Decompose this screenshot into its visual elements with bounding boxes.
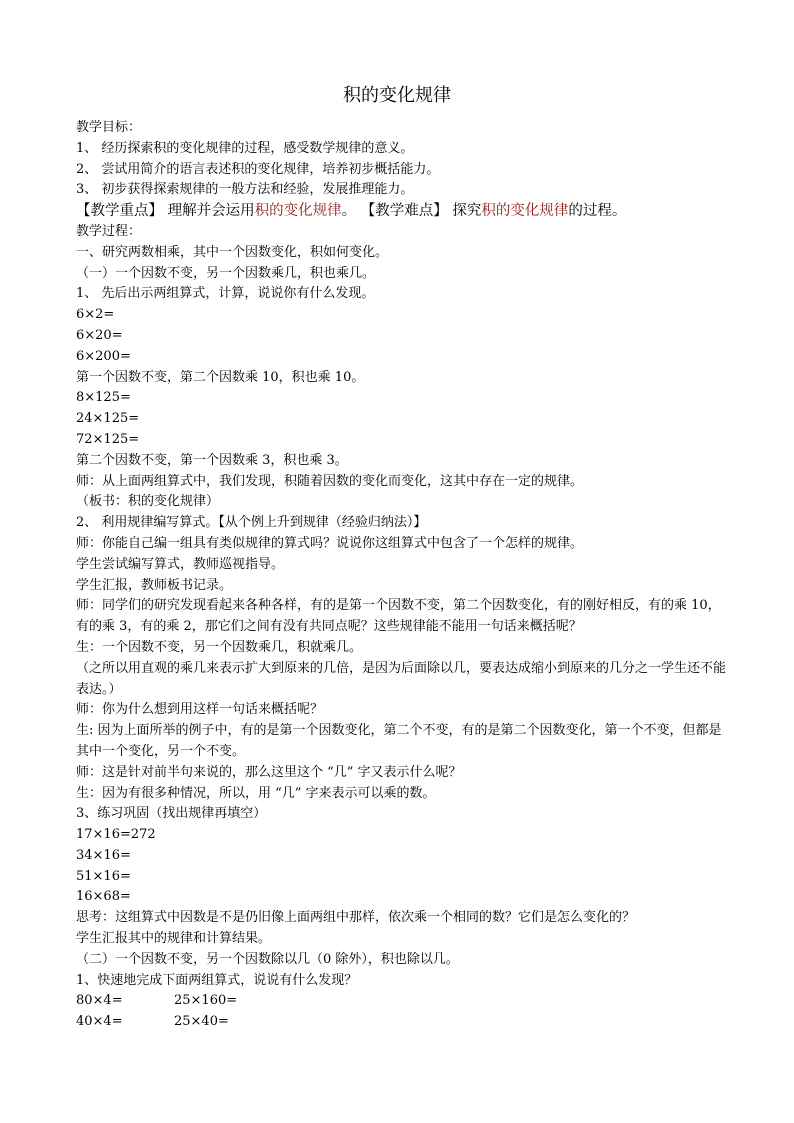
page-title: 积的变化规律 — [343, 85, 451, 106]
text-line: 1、快速地完成下面两组算式，说说有什么发现？ — [76, 972, 358, 988]
goals-heading: 教学目标： — [76, 120, 142, 135]
goal-line: 2、 尝试用简介的语言表述积的变化规律，培养初步概括能力。 — [76, 161, 440, 177]
paragraph: 生: 因为上面所举的例子中，有的是第一个因数变化，第二个不变，有的是第二个因数变化，第一个不变，但都是其中一个变化，另一个不变。 — [76, 723, 722, 759]
difficult-point-highlight: 积的变化规律 — [481, 203, 569, 220]
paragraph: （之所以用直观的乘几来表示扩大到原来的几倍，是因为后面除以几，要表达成缩小到原来的几分之一学生还不能表达。） — [76, 660, 727, 697]
text-line: 1、 先后出示两组算式，计算，说说你有什么发现。 — [76, 286, 375, 302]
document-body — [76, 118, 726, 1033]
key-and-difficult-points — [76, 201, 726, 222]
equation-line: 6×20= — [76, 327, 123, 343]
equation-right: 25×160= — [174, 993, 238, 1009]
text-line: 生：一个因数不变，另一个因数乘几，积就乘几。 — [76, 639, 363, 655]
text-line: 生：因为有很多种情况，所以，用 “几” 字来表示可以乘的数。 — [76, 785, 436, 801]
text-line: （二）一个因数不变，另一个因数除以几（0 除外），积也除以几。 — [76, 951, 459, 967]
key-point-end: 。 — [341, 203, 361, 220]
equation-pair-row — [76, 1012, 726, 1033]
difficult-point-label: 【教学难点】 — [360, 203, 448, 220]
text-line: 师：这是针对前半句来说的，那么这里这个 “几” 字又表示什么呢？ — [76, 764, 462, 780]
key-point-text: 理解并会运用 — [163, 203, 255, 220]
text-line: 学生尝试编写算式，教师巡视指导。 — [76, 556, 285, 572]
equation-line: 16×68= — [76, 889, 131, 905]
text-line: 学生汇报，教师板书记录。 — [76, 577, 233, 593]
equation-line: 24×125= — [76, 411, 140, 427]
equation-line: 72×125= — [76, 431, 140, 447]
text-line: 3、练习巩固（找出规律再填空） — [76, 806, 267, 822]
text-line: 教学过程： — [76, 223, 142, 239]
equation-line: 6×2= — [76, 307, 115, 323]
text-line: 师：你能自己编一组具有类似规律的算式吗？说说你这组算式中包含了一个怎样的规律。 — [76, 535, 584, 551]
difficult-point-text: 探究 — [447, 203, 482, 220]
goal-line: 3、 初步获得探索规律的一般方法和经验，发展推理能力。 — [76, 182, 414, 198]
text-line: 思考：这组算式中因数是不是仍旧像上面两组中那样，依次乘一个相同的数？它们是怎么变化的？ — [76, 910, 636, 926]
key-point-highlight: 积的变化规律 — [254, 203, 342, 220]
text-line: （板书：积的变化规律） — [76, 494, 220, 510]
equation-right: 25×40= — [174, 1014, 229, 1030]
goal-line: 1、 经历探索积的变化规律的过程，感受数学规律的意义。 — [76, 140, 414, 156]
text-line: 一、研究两数相乘，其中一个因数变化，积如何变化。 — [76, 244, 389, 260]
equation-line: 34×16= — [76, 847, 131, 863]
text-line: 2、 利用规律编写算式。【从个例上升到规律（经验归纳法）】 — [76, 515, 427, 531]
equation-line: 51×16= — [76, 868, 131, 884]
text-line: 第一个因数不变，第二个因数乘 10，积也乘 10。 — [76, 369, 365, 385]
equation-line: 6×200= — [76, 348, 131, 364]
text-line: 第二个因数不变，第一个因数乘 3，积也乘 3。 — [76, 452, 348, 468]
text-line: 师：你为什么想到用这样一句话来概括呢？ — [76, 702, 324, 718]
text-line: 师：从上面两组算式中，我们发现，积随着因数的变化而变化，这其中存在一定的规律。 — [76, 473, 584, 489]
equation-line: 17×16=272 — [76, 827, 156, 843]
equation-line: 8×125= — [76, 390, 131, 406]
text-line: 学生汇报其中的规律和计算结果。 — [76, 931, 272, 947]
key-point-label: 【教学重点】 — [76, 203, 163, 220]
paragraph: 师：同学们的研究发现看起来各种各样，有的是第一个因数不变，第二个因数变化，有的刚好相反，有的乘 10，有的乘 3，有的乘 2，那它们之间有没有共同点呢？这些规律能不能用一句话来概括呢？ — [76, 598, 721, 635]
equation-left: 40×4= — [76, 1014, 123, 1030]
difficult-point-end: 的过程。 — [568, 203, 627, 220]
text-line: （一）一个因数不变，另一个因数乘几，积也乘几。 — [76, 265, 376, 281]
equation-pair-row — [76, 991, 726, 1012]
equation-left: 80×4= — [76, 993, 123, 1009]
